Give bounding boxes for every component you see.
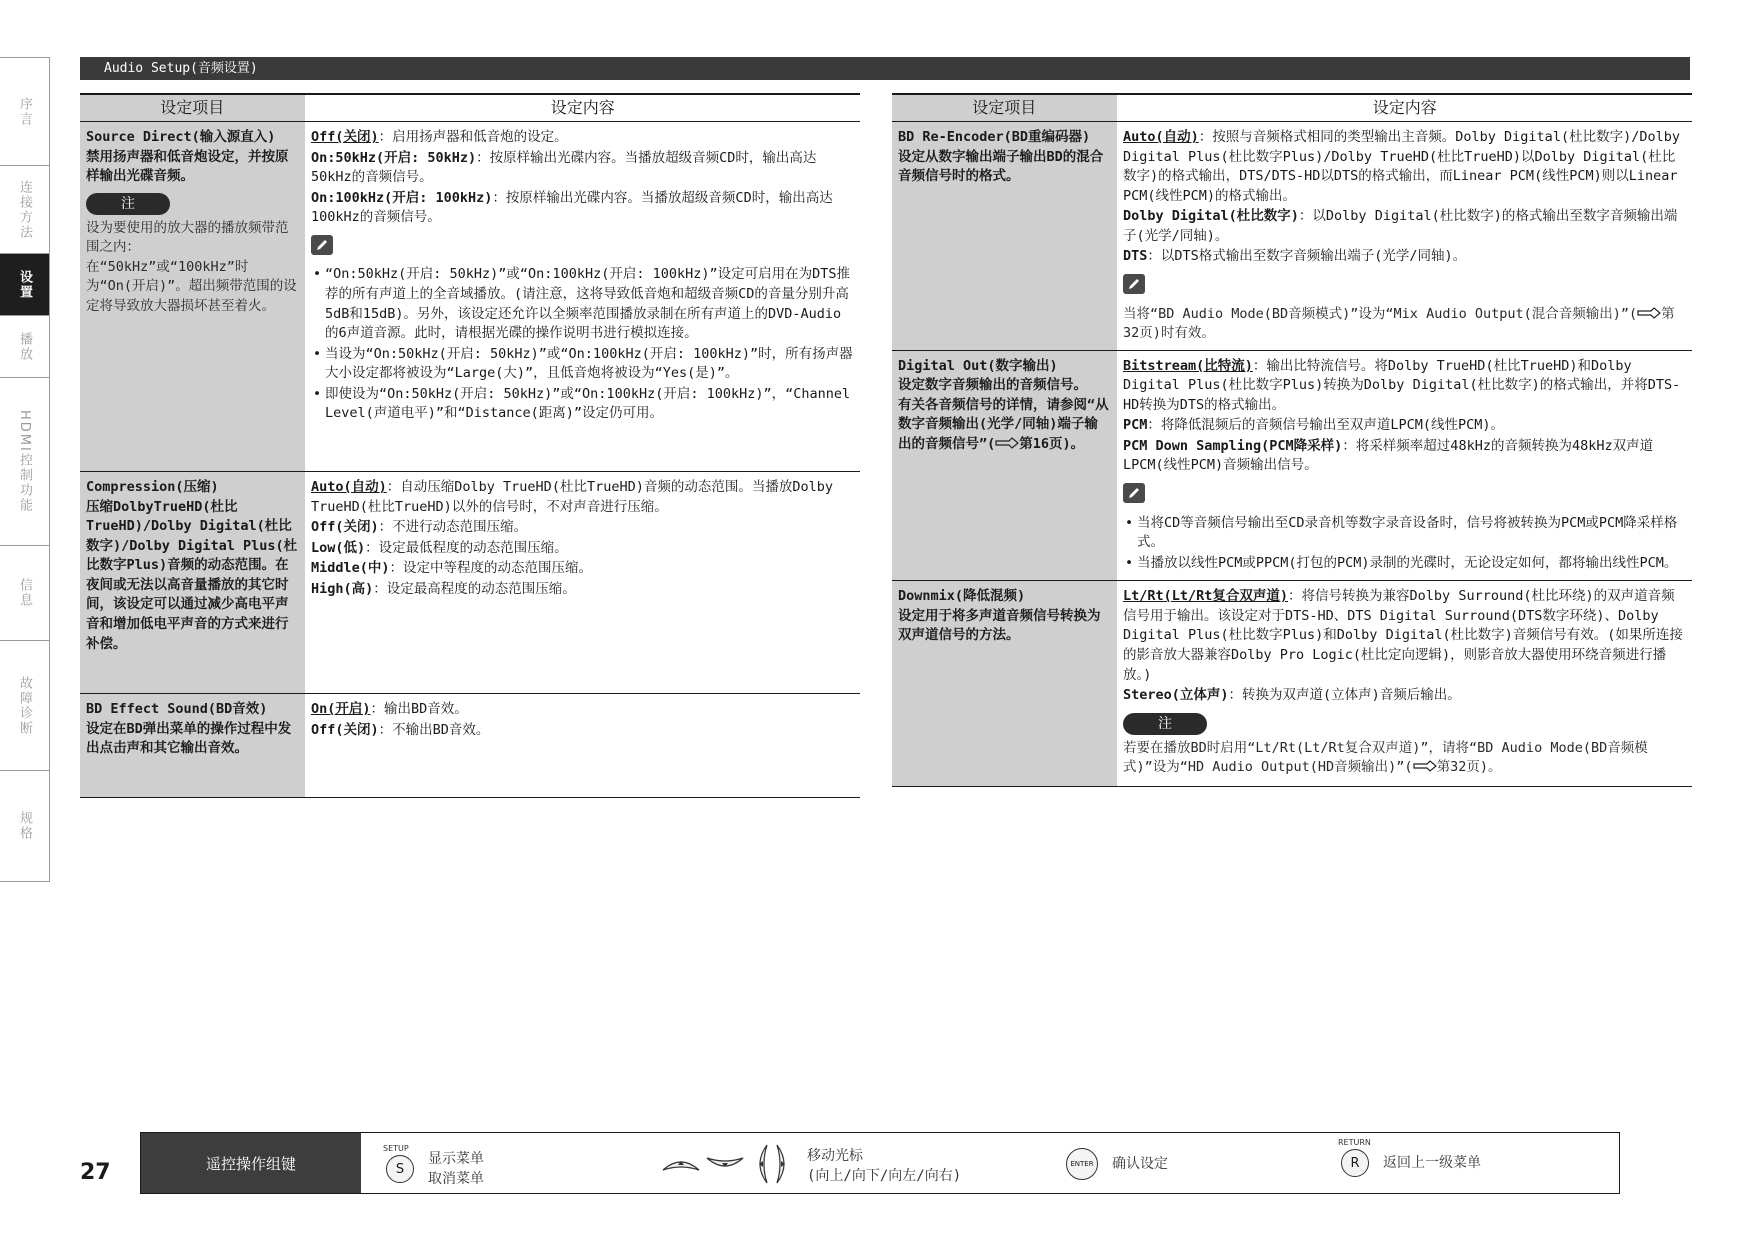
item-name: Source Direct(输入源直入)	[86, 129, 276, 145]
key-description: 显示菜单 取消菜单	[428, 1151, 484, 1188]
table-row	[892, 581, 1692, 787]
option-line	[311, 700, 854, 720]
option-text: ：设定最低程度的动态范围压缩。	[365, 539, 568, 556]
option-text: ：不输出BD音效。	[378, 721, 490, 738]
key-description: 确认设定	[1112, 1155, 1168, 1172]
option-line	[1123, 437, 1686, 476]
side-tab-hdmi-control[interactable]: HDMI控制功能	[0, 377, 50, 545]
item-cell	[80, 472, 305, 694]
side-tab-setup[interactable]: 设置	[0, 253, 50, 315]
setup-button-icon: SETUP S	[386, 1155, 414, 1183]
option-label: On:100kHz(开启: 100kHz)	[311, 189, 493, 206]
option-label: Off(关闭)	[311, 129, 379, 145]
option-label: Auto(自动)	[1123, 129, 1199, 145]
option-line	[1123, 357, 1686, 416]
note-badge: 注	[1123, 713, 1207, 735]
memo-text: 当将“BD Audio Mode(BD音频模式)”设为“Mix Audio Output(混合音频输出)”( 第32页)时有效。	[1123, 305, 1675, 342]
option-text: ：输出比特流信号。将Dolby TrueHD(杜比TrueHD)和Dolby Digital Plus(杜比数字Plus)转换为Dolby Digital(杜比数字)的格式输出，并将DTS-HD转换为DTS的格式输出。	[1123, 357, 1681, 413]
list-item: • 当设为“On:50kHz(开启: 50kHz)”或“On:100kHz(开启: 100kHz)”时，所有扬声器大小设定都将被设为“Large(大)”，且低音炮将被设为“Yes(是)”。	[325, 345, 854, 384]
column-header-content: 设定内容	[1117, 94, 1692, 122]
enter-button-icon: ENTER	[1066, 1148, 1098, 1180]
option-label: Dolby Digital(杜比数字)	[1123, 208, 1299, 225]
item-name: BD Effect Sound(BD音效)	[86, 701, 268, 717]
setup-key-group	[383, 1144, 484, 1190]
table-row	[80, 694, 860, 798]
option-text: ：将降低混频后的音频信号输出至双声道LPCM(线性PCM)。	[1147, 417, 1505, 434]
option-text: ：按原样输出光碟内容。当播放超级音频CD时，输出高达100kHz的音频信号。	[311, 189, 833, 226]
content-cell	[305, 122, 860, 472]
page-reference-icon	[1413, 759, 1437, 771]
content-cell	[1117, 350, 1692, 581]
option-line	[311, 518, 854, 538]
table-row	[80, 472, 860, 694]
right-settings-table	[892, 93, 1692, 787]
option-label: PCM	[1123, 417, 1148, 434]
option-line	[311, 580, 854, 600]
item-description: 设定在BD弹出菜单的操作过程中发出点击声和其它输出音效。	[86, 720, 292, 757]
option-line	[1123, 587, 1686, 685]
column-header-item: 设定项目	[892, 94, 1117, 122]
item-description: 禁用扬声器和低音炮设定，并按原样输出光碟音频。	[86, 148, 289, 185]
option-line	[311, 539, 854, 559]
option-text: ：启用扬声器和低音炮的设定。	[378, 129, 568, 145]
item-cell	[80, 122, 305, 472]
option-label: On:50kHz(开启: 50kHz)	[311, 149, 477, 166]
cursor-keys-group	[661, 1143, 961, 1189]
remote-keys-footer	[140, 1132, 1620, 1194]
arrow-left-key-icon	[751, 1143, 771, 1189]
side-tab-specifications[interactable]: 规格	[0, 770, 50, 882]
option-label: High(高)	[311, 580, 374, 597]
option-line	[311, 189, 854, 228]
content-cell	[1117, 122, 1692, 351]
option-label: PCM Down Sampling(PCM降采样)	[1123, 437, 1343, 454]
item-description: 设定数字音频输出的音频信号。	[898, 377, 1087, 394]
memo-pencil-icon	[1123, 274, 1145, 294]
item-cell	[80, 694, 305, 798]
option-label: Middle(中)	[311, 560, 390, 577]
key-caption: SETUP	[383, 1144, 409, 1154]
option-text: ：按照与音频格式相同的类型输出主音频。Dolby Digital(杜比数字)/Dolby Digital Plus(杜比数字Plus)/Dolby TrueHD(杜比TrueHD)以Dolby Digital(杜比数字)的格式输出，DTS/DTS-HD以DTS的格式输出，而Linear PCM(线性PCM)则以Linear PCM(线性PCM)的格式输出。	[1123, 129, 1680, 204]
option-label: DTS	[1123, 248, 1148, 265]
memo-list	[311, 265, 854, 424]
option-line	[311, 128, 854, 148]
page-reference-icon	[995, 436, 1019, 448]
key-description: 移动光标 (向上/向下/向左/向右)	[807, 1147, 962, 1184]
item-description: 压缩DolbyTrueHD(杜比TrueHD)/Dolby Digital(杜比数字)/Dolby Digital Plus(杜比数字Plus)音频的动态范围。在夜间或无法以高音量播放的其它时间，该设定可以通过减少高电平声音和增加低电平声音的方式来进行补偿。	[86, 498, 298, 652]
side-tab-preface[interactable]: 序言	[0, 57, 50, 165]
option-line	[311, 721, 854, 741]
item-description: 设定从数字输出端子输出BD的混合音频信号时的格式。	[898, 148, 1104, 185]
arrow-up-key-icon	[661, 1152, 701, 1180]
list-item: • 当播放以线性PCM或PPCM(打包的PCM)录制的光碟时，无论设定如何，都将输出线性PCM。	[1137, 554, 1686, 574]
item-cell	[892, 350, 1117, 581]
option-text: ：以Dolby Digital(杜比数字)的格式输出至数字音频输出端子(光学/同轴)。	[1123, 208, 1678, 244]
option-text: ：自动压缩Dolby TrueHD(杜比TrueHD)音频的动态范围。当播放Dolby TrueHD(杜比TrueHD)以外的信号时，不对声音进行压缩。	[311, 479, 833, 515]
content-cell	[305, 472, 860, 694]
item-cell	[892, 122, 1117, 351]
option-label: Auto(自动)	[311, 479, 387, 495]
key-caption: RETURN	[1338, 1138, 1371, 1147]
item-name: Digital Out(数字输出)	[898, 357, 1058, 374]
option-line	[1123, 128, 1686, 206]
option-line	[1123, 416, 1686, 436]
option-text: ：设定最高程度的动态范围压缩。	[373, 580, 576, 597]
return-key-group	[1338, 1138, 1481, 1177]
list-item: • “On:50kHz(开启: 50kHz)”或“On:100kHz(开启: 100kHz)”设定可启用在为DTS推荐的所有声道上的全音域播放。(请注意，这将导致低音炮和超级音频CD的音量分别升高5dB和15dB)。另外，该设定还允许以全频率范围播放录制在所有声道上的DVD-Audio的6声道音源。此时，请根据光碟的操作说明书进行模拟连接。	[325, 265, 854, 343]
content-cell	[1117, 581, 1692, 787]
option-text: ：将采样频率超过48kHz的音频转换为48kHz双声道LPCM(线性PCM)音频输出信号。	[1123, 437, 1654, 474]
side-tab-troubleshooting[interactable]: 故障诊断	[0, 640, 50, 770]
side-navigation	[0, 57, 50, 882]
option-line	[311, 559, 854, 579]
option-label: Off(关闭)	[311, 721, 379, 738]
option-text: ：输出BD音效。	[370, 701, 468, 717]
content-cell	[305, 694, 860, 798]
option-label: Off(关闭)	[311, 519, 379, 536]
side-tab-information[interactable]: 信息	[0, 545, 50, 640]
option-text: ：按原样输出光碟内容。当播放超级音频CD时，输出高达50kHz的音频信号。	[311, 149, 817, 186]
option-line	[1123, 686, 1686, 706]
item-description-reference: 有关各音频信号的详情，请参阅“从数字音频输出(光学/同轴)端子输出的音频信号”( 第16页)。	[898, 396, 1109, 452]
option-label: Low(低)	[311, 539, 366, 556]
page-reference-icon	[1637, 306, 1661, 318]
memo-list	[1123, 514, 1686, 574]
item-description: 设定用于将多声道音频信号转换为双声道信号的方法。	[898, 607, 1101, 644]
list-item: • 当将CD等音频信号输出至CD录音机等数字录音设备时，信号将被转换为PCM或PCM降采样格式。	[1137, 514, 1686, 553]
option-text: ：以DTS格式输出至数字音频输出端子(光学/同轴)。	[1147, 248, 1467, 265]
column-header-content: 设定内容	[305, 94, 860, 122]
option-label: On(开启)	[311, 701, 371, 717]
memo-pencil-icon	[311, 235, 333, 255]
page-number: 27	[80, 1160, 111, 1185]
option-label: Stereo(立体声)	[1123, 687, 1229, 704]
arrow-down-key-icon	[705, 1152, 745, 1180]
option-line	[1123, 207, 1686, 246]
table-row	[80, 122, 860, 472]
list-item: • 即使设为“On:50kHz(开启: 50kHz)”或“On:100kHz(开启: 100kHz)”，“Channel Level(声道电平)”和“Distance(距离)”设定仍可用。	[325, 385, 854, 424]
note-text: 若要在播放BD时启用“Lt/Rt(Lt/Rt复合双声道)”，请将“BD Audio Mode(BD音频模式)”设为“HD Audio Output(HD音频输出)”( 第32页)。	[1123, 739, 1648, 776]
side-tab-connections[interactable]: 连接方法	[0, 165, 50, 253]
left-settings-table	[80, 93, 860, 798]
side-tab-playback[interactable]: 播放	[0, 315, 50, 377]
option-text: ：不进行动态范围压缩。	[378, 519, 528, 536]
option-label: Bitstream(比特流)	[1123, 357, 1253, 374]
arrow-right-key-icon	[773, 1143, 793, 1189]
item-name: Downmix(降低混频)	[898, 588, 1026, 605]
key-description: 返回上一级菜单	[1383, 1154, 1481, 1171]
memo-pencil-icon	[1123, 483, 1145, 503]
enter-key-group	[1066, 1148, 1168, 1180]
option-line	[311, 478, 854, 517]
section-header: Audio Setup(音频设置)	[80, 57, 1690, 80]
option-line	[311, 149, 854, 188]
item-name: Compression(压缩)	[86, 479, 219, 495]
option-label: Lt/Rt(Lt/Rt复合双声道)	[1123, 588, 1289, 605]
option-text: ：设定中等程度的动态范围压缩。	[389, 560, 593, 577]
note-text: 设为要使用的放大器的播放频带范围之内：在“50kHz”或“100kHz”时为“On(开启)”。超出频带范围的设定将导致放大器损坏甚至着火。	[86, 219, 297, 314]
return-button-icon: RETURN R	[1341, 1149, 1369, 1177]
option-text: ：转换为双声道(立体声)音频后输出。	[1228, 687, 1461, 704]
item-cell	[892, 581, 1117, 787]
option-line	[1123, 247, 1686, 267]
table-row	[892, 350, 1692, 581]
column-header-item: 设定项目	[80, 94, 305, 122]
option-text: ：将信号转换为兼容Dolby Surround(杜比环绕)的双声道音频信号用于输出。该设定对于DTS-HD、DTS Digital Surround(DTS数字环绕)、Dolby Digital Plus(杜比数字Plus)和Dolby Digital(杜比数字)音频信号有效。(如果所连接的影音放大器兼容Dolby Pro Logic(杜比定向逻辑)，则影音放大器使用环绕音频进行播放。)	[1123, 588, 1683, 683]
note-badge: 注	[86, 193, 170, 215]
table-row	[892, 122, 1692, 351]
footer-label: 遥控操作组键	[141, 1133, 361, 1193]
item-name: BD Re-Encoder(BD重编码器)	[898, 129, 1091, 145]
